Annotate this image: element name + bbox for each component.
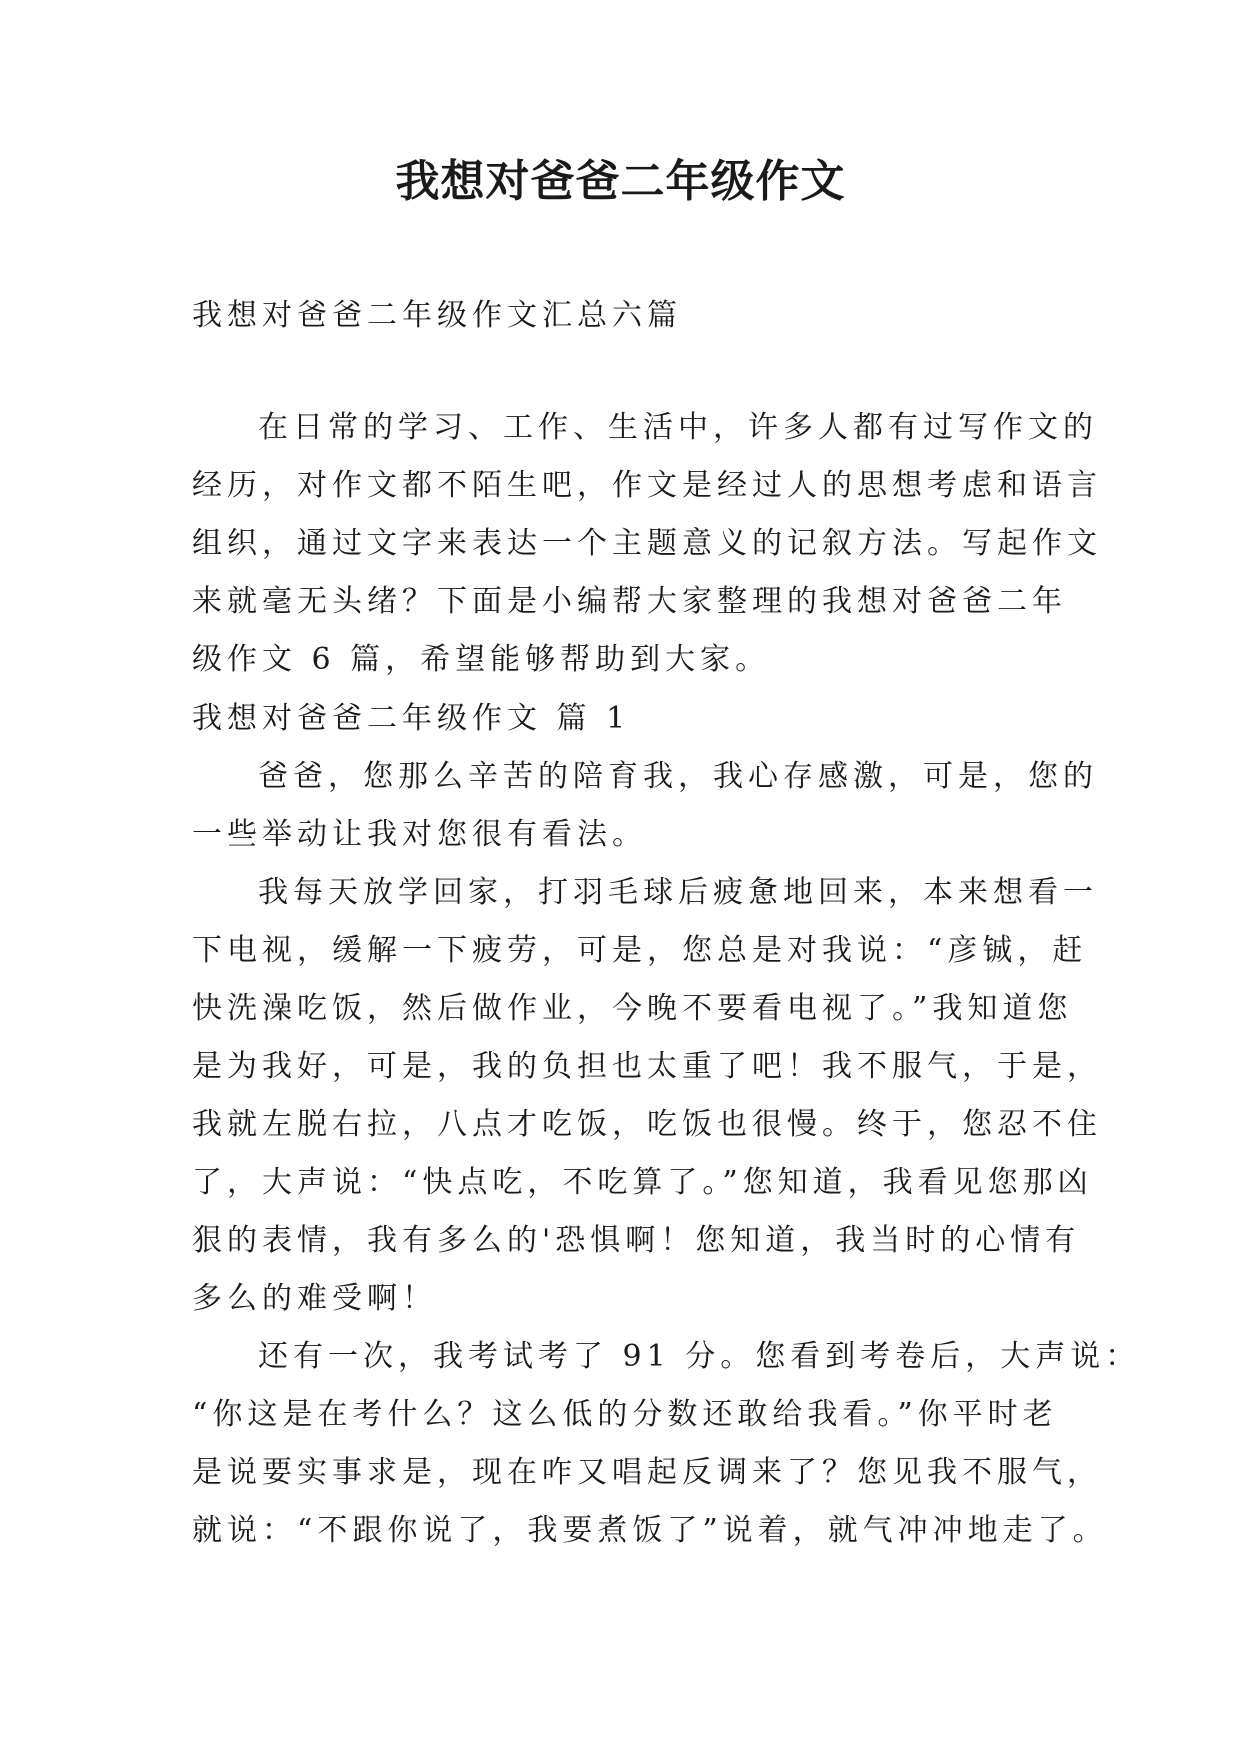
paragraph-line: 多么的难受啊！	[192, 1281, 437, 1316]
paragraph-line: 来就毫无头绪？下面是小编帮大家整理的我想对爸爸二年	[192, 584, 1067, 619]
paragraph-line: 组织，通过文字来表达一个主题意义的记叙方法。写起作文	[192, 526, 1102, 561]
document-title: 我想对爸爸二年级作文	[395, 156, 846, 207]
paragraph-line: 爸爸，您那么辛苦的陪育我，我心存感激，可是，您的	[258, 759, 1098, 794]
paragraph-line: 还有一次，我考试考了 91 分。您看到考卷后，大声说：	[258, 1339, 1141, 1374]
paragraph-line: 是为我好，可是，我的负担也太重了吧！我不服气，于是，	[192, 1049, 1102, 1084]
paragraph-line: 是说要实事求是，现在咋又唱起反调来了？您见我不服气，	[192, 1455, 1102, 1490]
paragraph-line: 了，大声说：“快点吃，不吃算了。”您知道，我看见您那凶	[192, 1165, 1093, 1200]
paragraph-line: 级作文 6 篇，希望能够帮助到大家。	[192, 642, 771, 677]
paragraph-line: 就说：“不跟你说了，我要煮饭了”说着，就气冲冲地走了。	[192, 1513, 1108, 1548]
paragraph-line: 一些举动让我对您很有看法。	[192, 817, 647, 852]
paragraph-line: 我每天放学回家，打羽毛球后疲惫地回来，本来想看一	[258, 875, 1098, 910]
paragraph-line: 在日常的学习、工作、生活中，许多人都有过写作文的	[258, 410, 1098, 445]
section-heading: 我想对爸爸二年级作文 篇 1	[192, 701, 631, 736]
paragraph-line: 狠的表情，我有多么的'恐惧啊！您知道，我当时的心情有	[192, 1223, 1081, 1258]
document-subtitle: 我想对爸爸二年级作文汇总六篇	[192, 298, 682, 333]
paragraph-line: “你这是在考什么？这么低的分数还敢给我看。”你平时老	[192, 1397, 1058, 1432]
paragraph-line: 经历，对作文都不陌生吧，作文是经过人的思想考虑和语言	[192, 468, 1102, 503]
paragraph-line: 下电视，缓解一下疲劳，可是，您总是对我说：“彦铖，赶	[192, 933, 1088, 968]
paragraph-line: 我就左脱右拉，八点才吃饭，吃饭也很慢。终于，您忍不住	[192, 1107, 1102, 1142]
paragraph-line: 快洗澡吃饭，然后做作业，今晚不要看电视了。”我知道您	[192, 991, 1073, 1026]
